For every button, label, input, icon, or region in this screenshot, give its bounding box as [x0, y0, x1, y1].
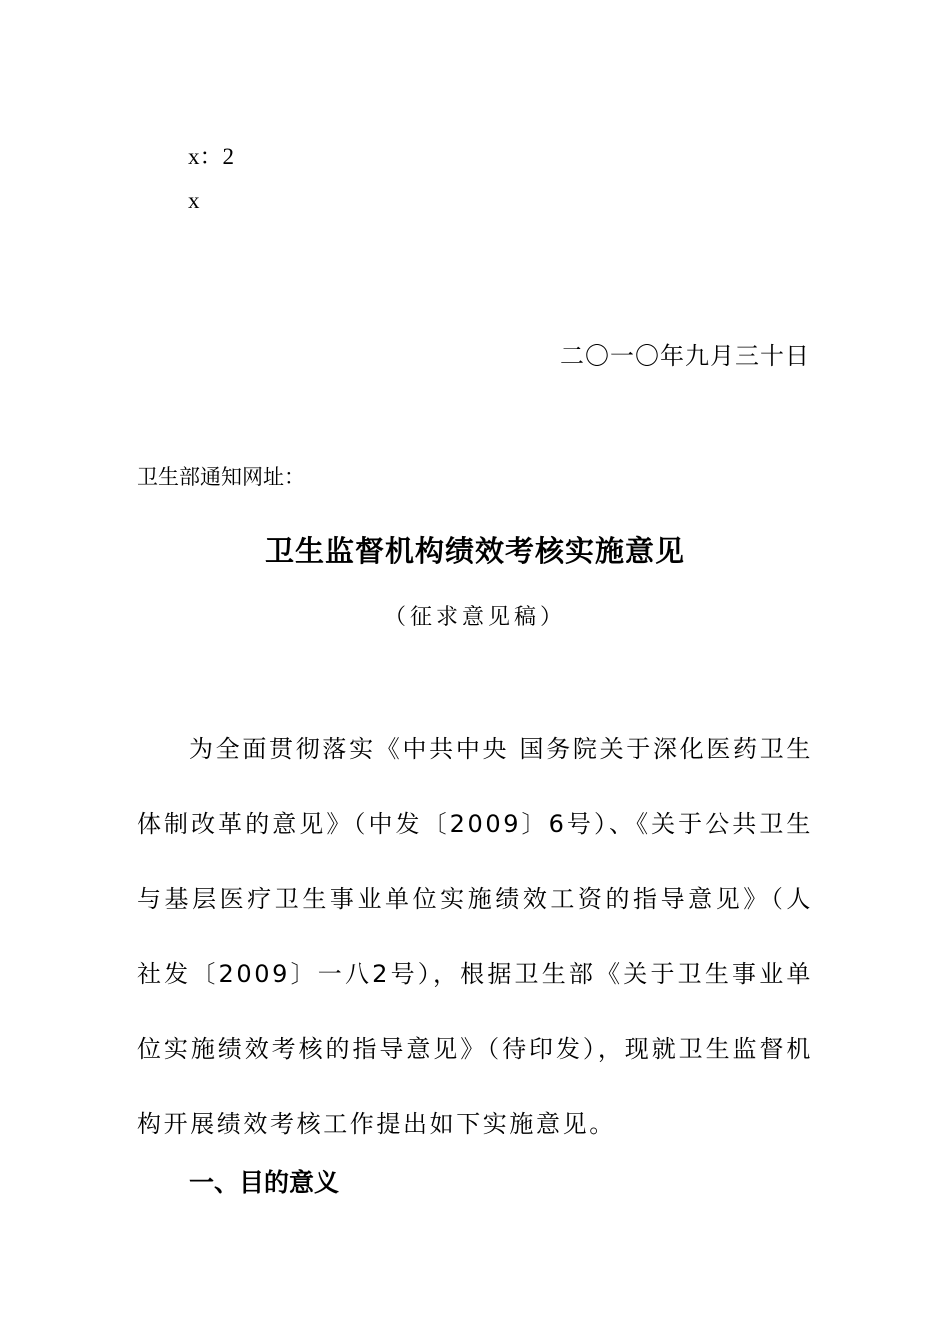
header-line-x: x: [188, 188, 200, 213]
intro-paragraph: 为全面贯彻落实《中共中央 国务院关于深化医药卫生体制改革的意见》（中发〔2009〕6号）、《关于公共卫生与基层医疗卫生事业单位实施绩效工资的指导意见》（人社发〔2009〕一八2号），根据卫生部《关于卫生事业单位实施绩效考核的指导意见》（待印发），现就卫生监督机构开展绩效考核工作提出如下实施意见。: [137, 735, 813, 1138]
section-heading-purpose: 一、目的意义: [189, 1168, 340, 1197]
document-date: 二〇一〇年九月三十日: [560, 342, 810, 370]
header-line-x-2: x：2: [188, 144, 234, 169]
document-subtitle: （征求意见稿）: [383, 605, 566, 630]
document-title: 卫生监督机构绩效考核实施意见: [264, 534, 685, 568]
notice-url-label: 卫生部通知网址：: [137, 465, 305, 489]
